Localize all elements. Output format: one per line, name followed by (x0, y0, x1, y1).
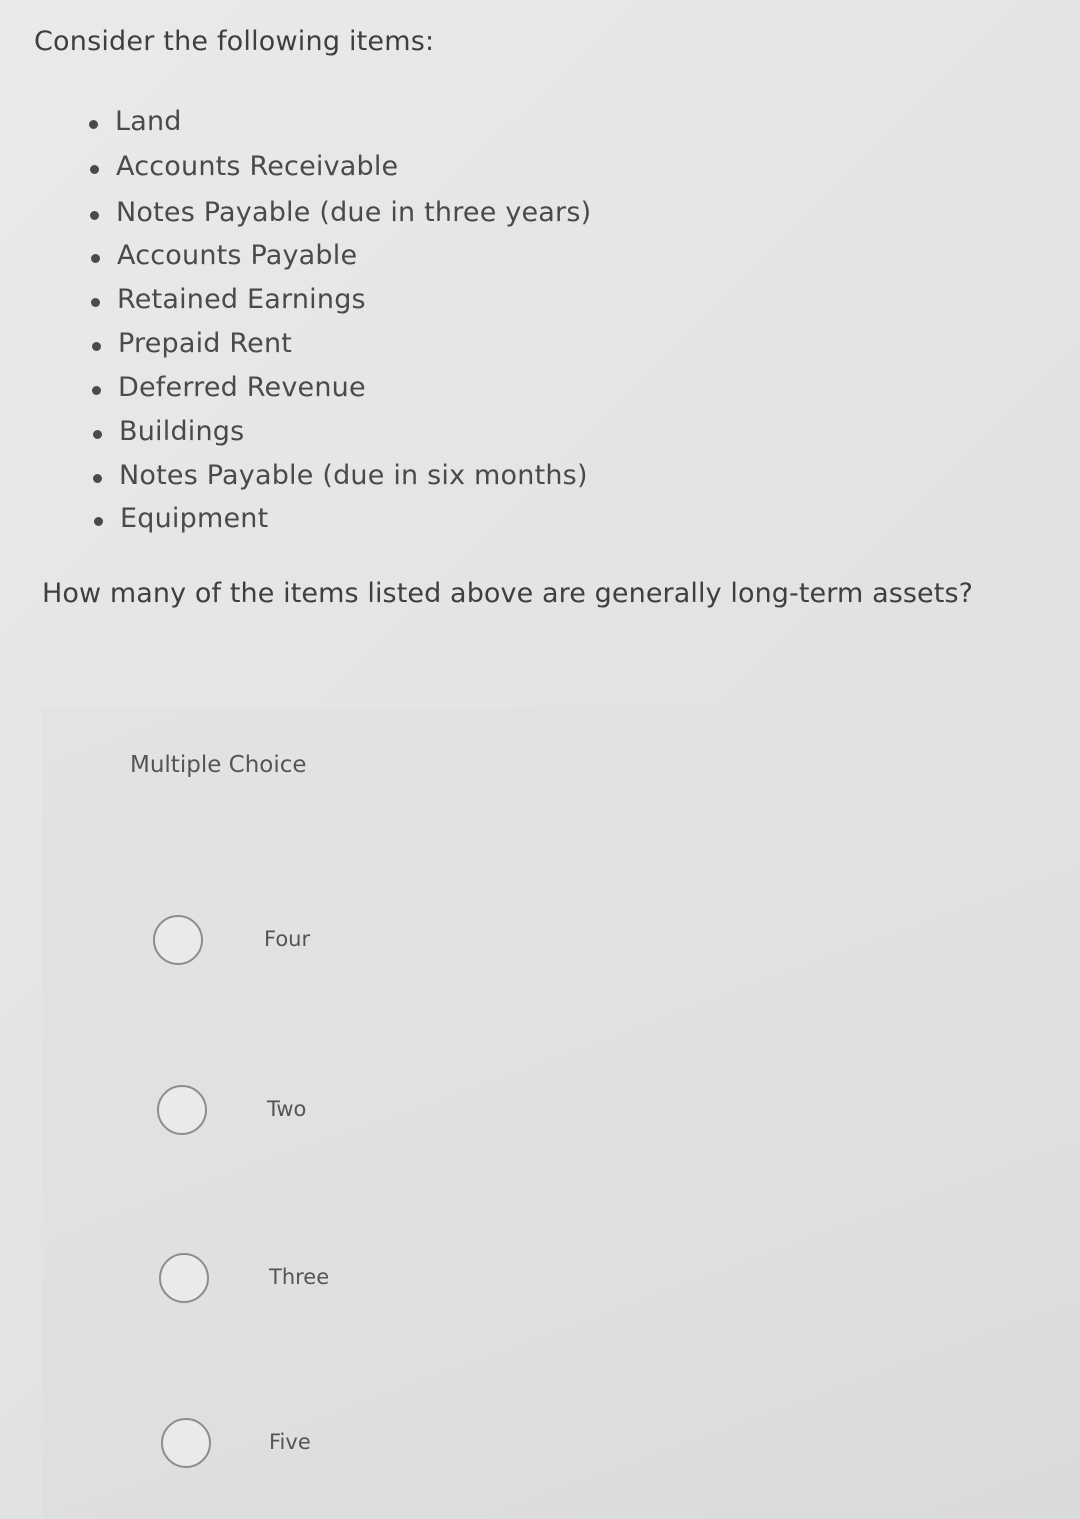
option-label[interactable]: Four (264, 927, 311, 951)
radio-button[interactable] (157, 1085, 207, 1135)
multiple-choice-label: Multiple Choice (130, 752, 307, 778)
bullet-icon (90, 165, 99, 174)
bullet-icon (92, 342, 101, 351)
option-four[interactable] (153, 915, 353, 975)
list-item-text: Equipment (120, 503, 269, 534)
bullet-icon (93, 474, 102, 483)
list-item-text: Notes Payable (due in six months) (119, 460, 588, 491)
bullet-icon (90, 211, 99, 220)
option-label[interactable]: Two (267, 1097, 307, 1121)
bullet-icon (91, 254, 100, 263)
prompt-text: Consider the following items: (34, 26, 435, 57)
option-label[interactable]: Three (269, 1265, 330, 1289)
bullet-icon (89, 120, 98, 129)
radio-button[interactable] (159, 1253, 209, 1303)
bullet-icon (92, 386, 101, 395)
list-item-text: Accounts Payable (117, 240, 358, 271)
list-item-text: Accounts Receivable (116, 151, 399, 182)
radio-button[interactable] (153, 915, 203, 965)
list-item-text: Retained Earnings (117, 284, 366, 315)
list-item-text: Notes Payable (due in three years) (116, 197, 592, 228)
question-text: How many of the items listed above are generally long-term assets? (42, 578, 974, 609)
option-five[interactable] (161, 1418, 361, 1478)
list-item-text: Buildings (119, 416, 245, 447)
list-item-text: Land (115, 106, 182, 137)
bullet-icon (91, 298, 100, 307)
option-two[interactable] (157, 1085, 357, 1145)
option-three[interactable] (159, 1253, 359, 1313)
bullet-icon (94, 517, 103, 526)
list-item-text: Prepaid Rent (118, 328, 293, 359)
list-item-text: Deferred Revenue (118, 372, 366, 403)
bullet-icon (93, 430, 102, 439)
radio-button[interactable] (161, 1418, 211, 1468)
option-label[interactable]: Five (269, 1430, 311, 1454)
